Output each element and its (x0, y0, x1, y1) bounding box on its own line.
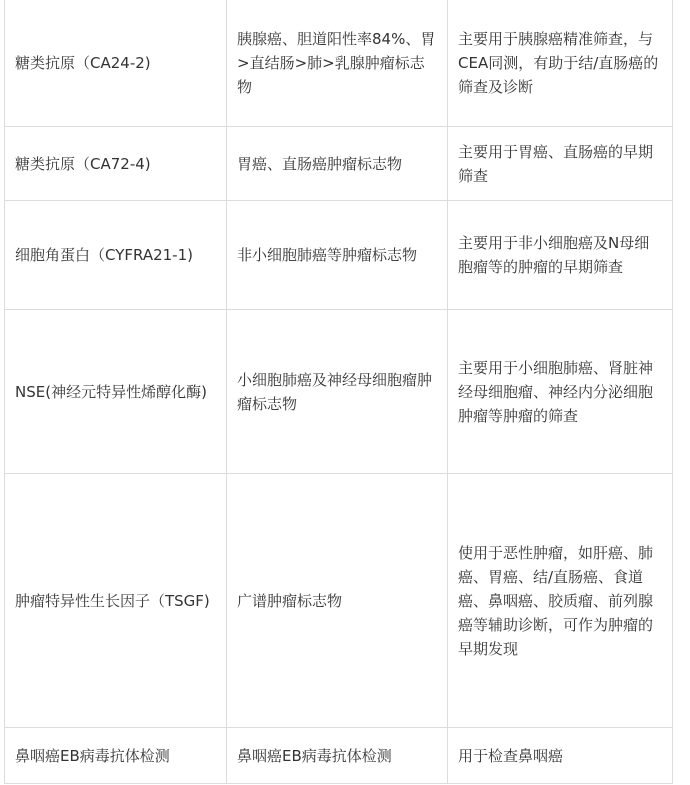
marker-cell: 肿瘤特异性生长因子（TSGF) (5, 474, 227, 728)
usage-cell: 主要用于胰腺癌精准筛查，与CEA同测，有助于结/直肠癌的筛查及诊断 (448, 0, 673, 127)
indication-cell: 鼻咽癌EB病毒抗体检测 (227, 728, 448, 784)
usage-cell: 主要用于小细胞肺癌、肾脏神经母细胞瘤、神经内分泌细胞肿瘤等肿瘤的筛查 (448, 310, 673, 474)
indication-cell: 广谱肿瘤标志物 (227, 474, 448, 728)
usage-cell: 使用于恶性肿瘤，如肝癌、肺癌、胃癌、结/直肠癌、食道癌、鼻咽癌、胶质瘤、前列腺癌等辅助诊断，可作为肿瘤的早期发现 (448, 474, 673, 728)
marker-cell: 细胞角蛋白（CYFRA21-1) (5, 201, 227, 310)
marker-cell: 糖类抗原（CA72-4) (5, 127, 227, 201)
usage-cell: 用于检查鼻咽癌 (448, 728, 673, 784)
usage-cell: 主要用于非小细胞癌及N母细胞瘤等的肿瘤的早期筛查 (448, 201, 673, 310)
indication-cell: 胃癌、直肠癌肿瘤标志物 (227, 127, 448, 201)
table-row (5, 0, 673, 127)
indication-cell: 小细胞肺癌及神经母细胞瘤肿瘤标志物 (227, 310, 448, 474)
indication-cell: 非小细胞肺癌等肿瘤标志物 (227, 201, 448, 310)
indication-cell: 胰腺癌、胆道阳性率84%、胃>直结肠>肺>乳腺肿瘤标志物 (227, 0, 448, 127)
marker-cell: 糖类抗原（CA24-2) (5, 0, 227, 127)
table-row (5, 201, 673, 310)
usage-cell: 主要用于胃癌、直肠癌的早期筛查 (448, 127, 673, 201)
marker-cell: NSE(神经元特异性烯醇化酶) (5, 310, 227, 474)
tumor-marker-table (4, 0, 673, 784)
table-row (5, 474, 673, 728)
table-row (5, 310, 673, 474)
table-row (5, 127, 673, 201)
table-row (5, 728, 673, 784)
marker-cell: 鼻咽癌EB病毒抗体检测 (5, 728, 227, 784)
